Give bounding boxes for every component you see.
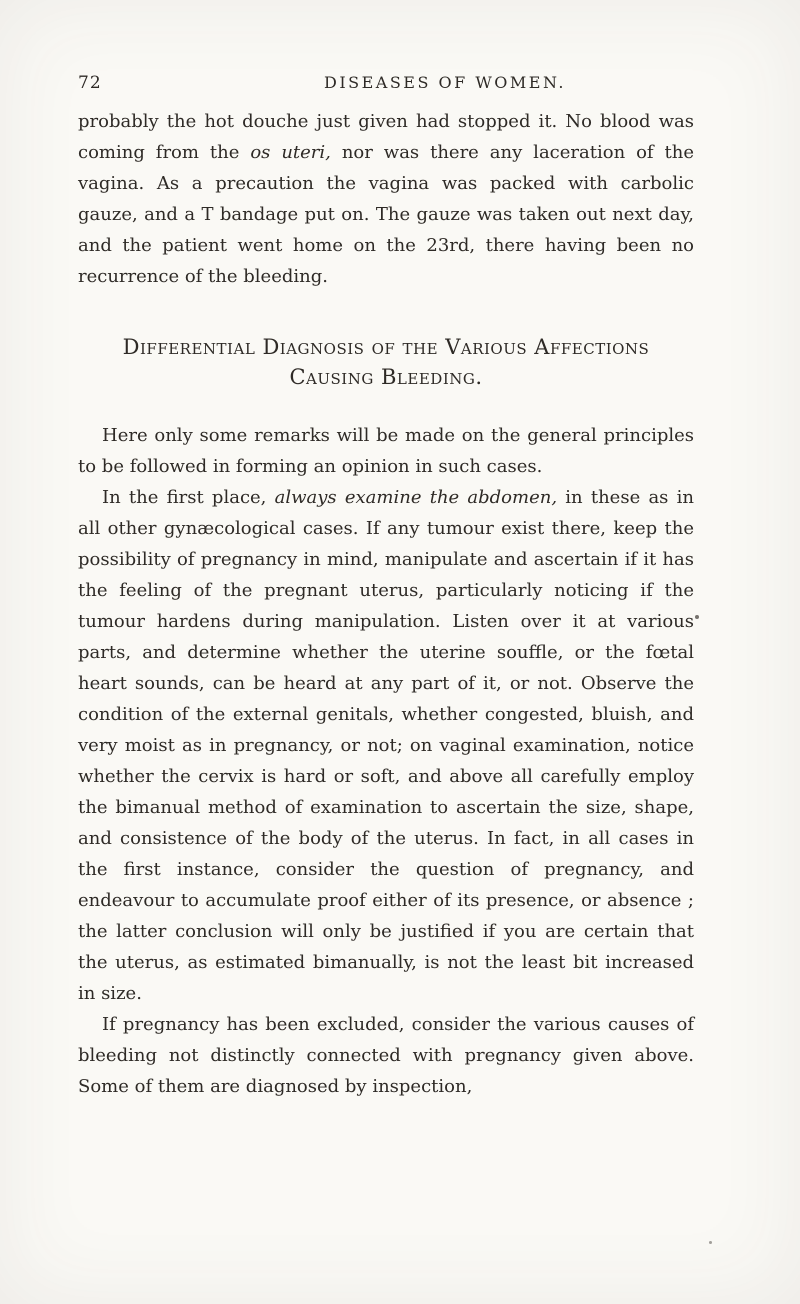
paragraph-examination-text-b: in these as in all other gynæcological cases. If any tumour exist there, keep the possibility of pregnancy in mind, manipulate and ascertain if it has the feeling of the pregnant uterus, particularly noticing if the tumour hardens during manipulation. Listen over it at various parts, and determine whether the uterine souffle, or the fœtal heart sounds, can be heard at any part of it, or not. Observe the condition of the external genitals, whether congested, bluish, and very moist as in pregnancy, or not; on vaginal examination, notice whether the cervix is hard or soft, and above all carefully employ the bimanual method of examination to ascertain the size, shape, and consistence of the body of the uterus. In fact, in all cases in the first instance, consider the question of pregnancy, and endeavour to accumulate proof either of its presence, or absence ; the latter conclusion will only be justified if you are certain that the uterus, as estimated bimanually, is not the least bit increased in size. bbox=[78, 487, 694, 1004]
paragraph-case-report-text-a: probably the hot douche just given had stopped it. No blood was coming from the bbox=[78, 111, 694, 163]
paragraph-case-report bbox=[78, 106, 694, 292]
section-heading-line-2: Causing Bleeding. bbox=[289, 365, 483, 389]
running-title: DISEASES OF WOMEN. bbox=[323, 73, 567, 92]
scan-speck-artifact bbox=[695, 615, 699, 619]
paragraph-pregnancy-excluded: If pregnancy has been excluded, consider the various causes of bleeding not distinctly connected with pregnancy given above. Some of them are diagnosed by inspection, bbox=[78, 1014, 694, 1097]
running-head bbox=[78, 72, 716, 98]
paragraph-general-principles: Here only some remarks will be made on the general principles to be followed in forming an opinion in such cases. bbox=[78, 425, 694, 477]
section-heading-line-1: Differential Diagnosis of the Various Affections bbox=[122, 335, 650, 359]
scan-speck-artifact bbox=[709, 1241, 712, 1244]
paragraph-examination bbox=[78, 482, 694, 1009]
page-number: 72 bbox=[78, 73, 102, 93]
paragraph-case-report-italic-os-uteri: os uteri, bbox=[250, 142, 331, 163]
section-heading bbox=[78, 332, 694, 392]
paragraph-examination-italic-always-examine: always examine the abdomen, bbox=[274, 487, 558, 508]
paragraph-case-report-text-b: nor was there any laceration of the vagina. As a precaution the vagina was packed with carbolic gauze, and a T bandage put on. The gauze was taken out next day, and the patient went home on the 23rd, there having been no recurrence of the bleeding. bbox=[78, 142, 694, 287]
text-block bbox=[78, 106, 694, 1102]
paragraph-examination-text-a: In the first place, bbox=[102, 487, 275, 508]
